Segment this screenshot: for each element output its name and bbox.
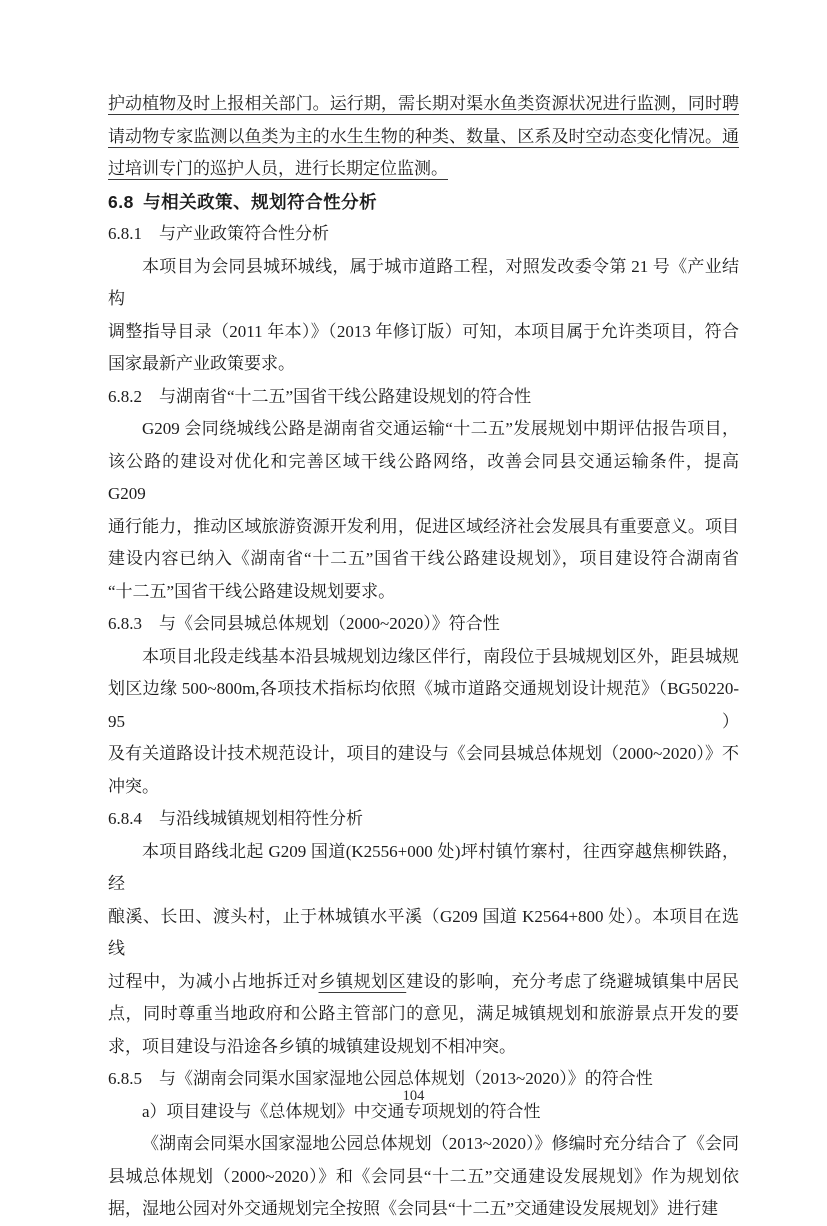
para-industrial-policy [108,251,739,381]
text-run: 国家最新产业政策要求。 [108,354,295,373]
text-run: G209 会同绕城线公路是湖南省交通运输“十二五”发展规划中期评估报告项目， [142,419,739,438]
para-town-planning [108,836,739,1064]
text-line [108,1161,739,1194]
text-line [108,836,739,901]
para-highway-plan [108,413,739,608]
text-line [108,316,739,349]
heading-6-8: 6.8 与相关政策、规划符合性分析 [108,191,378,212]
heading-6-8-2: 6.8.2 与湖南省“十二五”国省干线公路建设规划的符合性 [108,386,532,406]
para-wetland-park-plan [108,1128,739,1226]
text-line [108,413,739,446]
text-line [108,1193,739,1226]
text-run: 本项目为会同县城环城线，属于城市道路工程，对照发改委令第 21 号《产业结构 [108,256,739,308]
para-monitoring-continuation [108,88,739,186]
text-line [108,88,739,121]
text-line [108,153,739,186]
text-run: 该公路的建设对优化和完善区域干线公路网络，改善会同县交通运输条件，提高 G209 [108,451,739,503]
heading-6-8-1: 6.8.1 与产业政策符合性分析 [108,224,329,243]
text-line [108,1031,739,1064]
text-run: 酿溪、长田、渡头村，止于林城镇水平溪（G209 国道 K2564+800 处）。本项目在选线 [108,906,739,958]
text-run: 调整指导目录（2011 年本）》（2013 年修订版）可知，本项目属于允许类项目，符合 [108,321,739,341]
text-run: 建设内容已纳入《湖南省“十二五”国省干线公路建设规划》，项目建设符合湖南省 [108,549,739,568]
para-county-master-plan [108,641,739,804]
heading-6-8-4: 6.8.4 与沿线城镇规划相符性分析 [108,809,363,828]
text-line [108,576,739,609]
text-run: 求，项目建设与沿途各乡镇的城镇建设规划不相冲突。 [108,1036,516,1056]
document-content [108,88,739,1226]
text-run: a）项目建设与《总体规划》中交通专项规划的符合性 [142,1101,541,1121]
text-run: 本项目路线北起 G209 国道(K2556+000 处)坪村镇竹寨村，往西穿越焦柳铁路，经 [108,841,739,893]
text-run: 本项目北段走线基本沿县城规划边缘区伴行，南段位于县城规划区外，距县城规 [142,646,739,666]
page-number: 104 [402,1088,425,1104]
text-run: 过程中，为减小占地拆迁对 [108,971,319,991]
text-line [108,543,739,576]
text-line [108,966,739,999]
heading-6-8-5: 6.8.5 与《湖南会同渠水国家湿地公园总体规划（2013~2020）》的符合性 [108,1069,653,1088]
text-line [108,446,739,511]
text-line [108,738,739,771]
text-run: 县城总体规划（2000~2020）》和《会同县“十二五”交通建设发展规划》作为规划依 [108,1166,739,1186]
text-run: 通行能力，推动区域旅游资源开发利用，促进区域经济社会发展具有重要意义。项目 [108,516,739,536]
text-run: 《湖南会同渠水国家湿地公园总体规划（2013~2020）》修编时充分结合了《会同 [142,1134,739,1153]
heading-6-8-3: 6.8.3 与《会同县城总体规划（2000~2020）》符合性 [108,614,500,633]
text-run: 及有关道路设计技术规范设计，项目的建设与《会同县城总体规划（2000~2020）》不 [108,744,739,763]
text-line [108,673,739,738]
text-line [108,1128,739,1161]
text-line [108,348,739,381]
text-run: 点，同时尊重当地政府和公路主管部门的意见，满足城镇规划和旅游景点开发的要 [108,1004,739,1023]
text-line [108,901,739,966]
text-run: 过培训专门的巡护人员，进行长期定位监测。 [108,159,448,178]
underlined-term: 乡镇规划区 [318,971,407,991]
text-line [108,121,739,154]
text-run: 请动物专家监测以鱼类为主的水生生物的种类、数量、区系及时空动态变化情况。通 [108,126,739,146]
text-run: 冲突。 [108,776,159,796]
text-run: 护动植物及时上报相关部门。运行期，需长期对渠水鱼类资源状况进行监测，同时聘 [108,94,739,113]
text-line [108,771,739,804]
text-line [108,641,739,674]
text-line [108,511,739,544]
text-run: 建设的影响，充分考虑了绕避城镇集中居民 [406,971,740,991]
text-run: 划区边缘 500~800m,各项技术指标均依照《城市道路交通规划设计规范》（BG50220-95） [108,679,739,731]
text-run: “十二五”国省干线公路建设规划要求。 [108,581,396,601]
text-run: 据，湿地公园对外交通规划完全按照《会同县“十二五”交通建设发展规划》进行建 [108,1199,719,1218]
text-line [108,251,739,316]
text-line [108,998,739,1031]
